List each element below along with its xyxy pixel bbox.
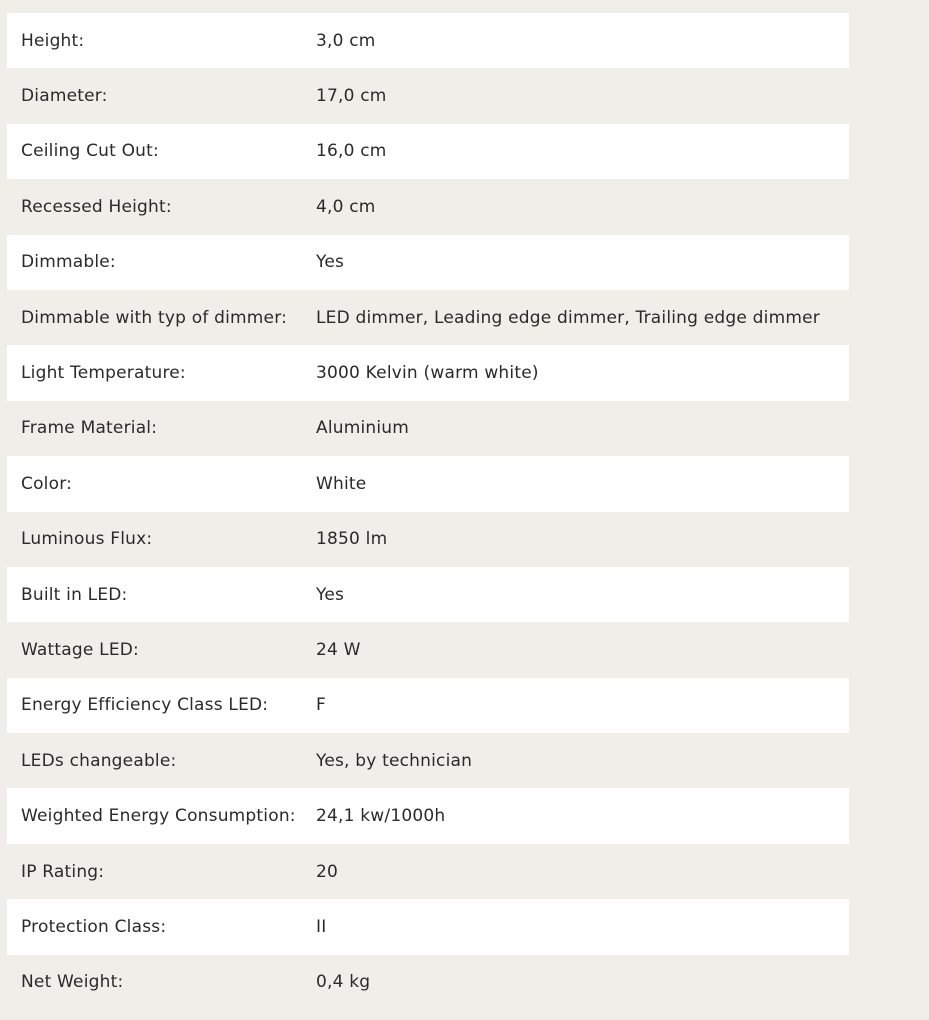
spec-label: Wattage LED: (21, 639, 139, 660)
spec-label: IP Rating: (21, 861, 105, 882)
spec-value: 24 W (316, 639, 361, 660)
spec-row-dimmable (7, 235, 849, 290)
spec-value: 20 (316, 861, 339, 882)
spec-row-frame-material (7, 401, 849, 456)
spec-label: Built in LED: (21, 584, 128, 605)
spec-value: Yes, by technician (316, 750, 473, 771)
spec-value: F (316, 695, 326, 716)
spec-row-height (7, 13, 849, 68)
spec-label: Dimmable: (21, 252, 116, 273)
product-specs-table (7, 13, 849, 1010)
spec-value: Aluminium (316, 418, 410, 439)
spec-row-energy-efficiency-class (7, 678, 849, 733)
spec-value: 4,0 cm (316, 196, 376, 217)
spec-value: II (316, 916, 327, 937)
spec-value: Yes (316, 252, 345, 273)
spec-label: Luminous Flux: (21, 529, 153, 550)
spec-row-recessed-height (7, 179, 849, 234)
spec-row-built-in-led (7, 567, 849, 622)
spec-row-weighted-energy-consumption (7, 788, 849, 843)
spec-label: Energy Efficiency Class LED: (21, 695, 269, 716)
spec-label: Color: (21, 473, 73, 494)
spec-row-luminous-flux (7, 512, 849, 567)
spec-value: 16,0 cm (316, 141, 387, 162)
spec-value: 0,4 kg (316, 972, 371, 993)
spec-value: 17,0 cm (316, 86, 387, 107)
spec-label: LEDs changeable: (21, 750, 177, 771)
spec-label: Frame Material: (21, 418, 158, 439)
spec-row-net-weight (7, 955, 849, 1010)
spec-label: Weighted Energy Consumption: (21, 806, 296, 827)
spec-value: White (316, 473, 367, 494)
spec-row-diameter (7, 68, 849, 123)
spec-value: LED dimmer, Leading edge dimmer, Trailing edge dimmer (316, 307, 820, 328)
spec-row-ceiling-cut-out (7, 124, 849, 179)
spec-label: Light Temperature: (21, 363, 186, 384)
spec-row-dimmer-type (7, 290, 849, 345)
spec-value: 24,1 kw/1000h (316, 806, 446, 827)
spec-row-light-temperature (7, 345, 849, 400)
spec-label: Ceiling Cut Out: (21, 141, 159, 162)
spec-value: 1850 lm (316, 529, 388, 550)
spec-label: Height: (21, 30, 85, 51)
spec-label: Protection Class: (21, 916, 167, 937)
spec-row-wattage-led (7, 622, 849, 677)
spec-row-protection-class (7, 899, 849, 954)
spec-row-color (7, 456, 849, 511)
spec-row-ip-rating (7, 844, 849, 899)
spec-label: Net Weight: (21, 972, 124, 993)
spec-label: Recessed Height: (21, 196, 172, 217)
spec-label: Diameter: (21, 86, 108, 107)
spec-label: Dimmable with typ of dimmer: (21, 307, 288, 328)
spec-value: 3,0 cm (316, 30, 376, 51)
spec-row-leds-changeable (7, 733, 849, 788)
spec-value: Yes (316, 584, 345, 605)
spec-value: 3000 Kelvin (warm white) (316, 363, 539, 384)
